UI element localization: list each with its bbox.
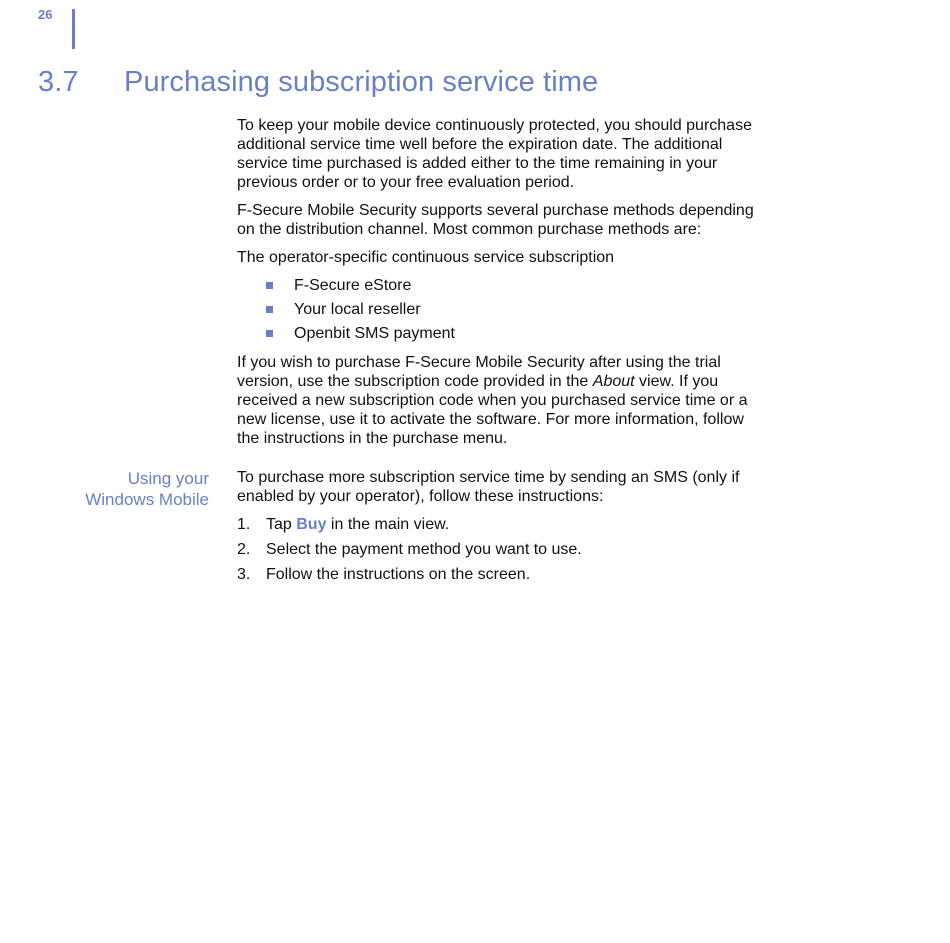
page-number: 26: [38, 7, 53, 22]
step-item: [237, 540, 757, 559]
purchase-methods-list: [237, 276, 757, 343]
step-number: 2.: [237, 541, 251, 558]
section-content: [85, 116, 757, 590]
buy-term: Buy: [296, 516, 327, 533]
list-item-text: Your local reseller: [294, 301, 421, 318]
step-text: Tap: [266, 516, 297, 533]
list-item: [237, 276, 757, 295]
step-text: Select the payment method you want to use.: [266, 541, 582, 558]
step-number: 3.: [237, 566, 251, 583]
step-number: 1.: [237, 516, 251, 533]
section-number: 3.7: [38, 66, 79, 98]
section-title: Purchasing subscription service time: [124, 66, 599, 98]
side-heading-line-1: Using your: [127, 469, 209, 488]
list-item: [237, 324, 757, 343]
windows-mobile-subsection: [85, 468, 757, 584]
trial-text-start: If you wish to purchase F-Secure Mobile Security after using the trial version, use the subscription code provided in the: [237, 354, 721, 390]
intro-paragraph-1: To keep your mobile device continuously protected, you should purchase additional service time well before the expiration date. The additional service time purchased is added either to the time remaining in your previous order or to your free evaluation period.: [237, 117, 752, 191]
list-item-text: Openbit SMS payment: [294, 325, 455, 342]
header-rule: [72, 9, 75, 49]
square-bullet-icon: [266, 306, 273, 313]
trial-paragraph: [237, 353, 757, 448]
section-heading: [38, 66, 598, 99]
step-item: [237, 565, 757, 584]
square-bullet-icon: [266, 330, 273, 337]
step-item: [237, 515, 757, 534]
step-text: Follow the instructions on the screen.: [266, 566, 531, 583]
intro-paragraph-2: F-Secure Mobile Security supports several purchase methods depending on the distribution channel. Most common purchase methods are:: [237, 202, 754, 238]
list-item-text: F-Secure eStore: [294, 277, 412, 294]
list-item: [237, 300, 757, 319]
windows-mobile-intro: To purchase more subscription service time by sending an SMS (only if enabled by your operator), follow these instructions:: [237, 469, 740, 505]
side-heading-line-2: Windows Mobile: [85, 490, 209, 509]
square-bullet-icon: [266, 282, 273, 289]
intro-paragraph-3: The operator-specific continuous service subscription: [237, 249, 615, 266]
about-view-term: About: [592, 373, 635, 390]
trial-text-end: view. If you received a new subscription code when you purchased service time or a new license, use it to activate the software. For more information, follow the instructions in the purchase menu.: [237, 373, 748, 447]
side-heading: [9, 468, 209, 510]
step-text-end: in the main view.: [326, 516, 450, 533]
instruction-steps: [237, 515, 757, 584]
